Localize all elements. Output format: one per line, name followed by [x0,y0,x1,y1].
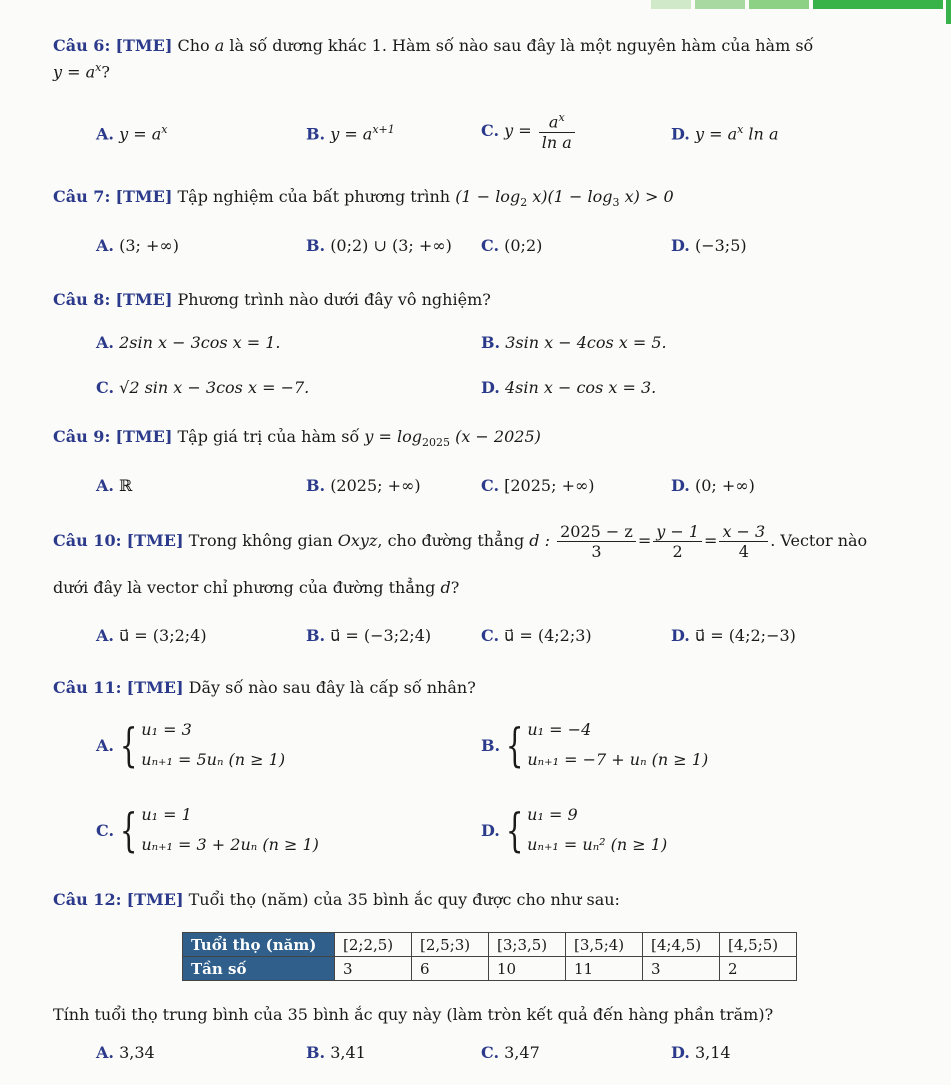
option-b[interactable] [306,1043,366,1062]
question-tag: [TME] [115,427,173,446]
option-c[interactable]: C. { u₁ = 1 uₙ₊₁ = 3 + 2uₙ (n ≥ 1) [96,803,319,858]
option-text: u⃗ = (−3;2;4) [330,626,432,645]
option-label: D. [671,124,690,144]
option-label: B. [306,236,326,255]
table-cell: 6 [412,957,489,981]
option-a[interactable] [96,476,132,495]
table-cell: [3,5;4) [566,933,643,957]
option-exp: x+1 [372,123,395,136]
option-label: A. [96,333,114,352]
option-b[interactable] [306,123,395,143]
question-text: Cho [177,36,210,55]
option-text: (0;2) ∪ (3; +∞) [330,236,452,255]
option-c[interactable] [481,626,592,645]
question-number: Câu 12: [53,890,122,909]
option-text: (−3;5) [694,236,747,255]
math-expr: x)(1 − log [527,187,613,206]
option-a[interactable]: A. { u₁ = 3 uₙ₊₁ = 5uₙ (n ≥ 1) [96,718,286,773]
option-label: A. [96,236,114,255]
option-text: u⃗ = (4;2;−3) [694,626,796,645]
option-text: (2025; +∞) [330,476,421,495]
question-7 [53,185,921,211]
question-text: Tập giá trị của hàm số [177,427,360,446]
option-a[interactable] [96,1043,155,1062]
question-12 [53,888,921,913]
option-text: 3,34 [119,1043,155,1062]
option-d[interactable] [671,1043,731,1062]
frac-num: y − 1 [653,522,702,542]
option-b[interactable]: B. { u₁ = −4 uₙ₊₁ = −7 + uₙ (n ≥ 1) [481,718,709,773]
lifespan-table [182,932,797,981]
option-label: A. [96,735,114,755]
option-text: u⃗ = (3;2;4) [119,626,207,645]
question-mark: ? [450,578,460,597]
option-label: A. [96,626,114,645]
math-expr: (x − 2025) [449,427,541,446]
options-q12 [96,1043,916,1079]
math-expr: x) > 0 [619,187,674,206]
question-text: là số dương khác 1. Hàm số nào sau đây là một nguyên hàm của hàm số [229,36,814,55]
option-b[interactable] [306,236,452,255]
question-number: Câu 6: [53,36,111,55]
option-text: (0;2) [504,236,543,255]
options-q10 [96,626,916,662]
table-cell: [4,5;5) [720,933,797,957]
option-text: y = a [694,124,738,144]
option-label: D. [481,378,500,397]
math-expr: d : [529,531,550,551]
question-number: Câu 9: [53,427,111,446]
option-label: B. [481,333,501,352]
question-tag: [TME] [126,531,184,551]
math-expr: y = log [364,427,422,446]
option-label: C. [481,1043,500,1062]
option-label: B. [306,626,326,645]
option-label: A. [96,1043,114,1062]
option-label: C. [481,626,500,645]
question-text: , cho đường thẳng [377,531,525,551]
table-header-cell: Tuổi thọ (năm) [183,933,335,957]
question-number: Câu 11: [53,678,122,697]
option-label: D. [671,626,690,645]
question-text: Dãy số nào sau đây là cấp số nhân? [188,678,476,697]
option-d[interactable]: D. { u₁ = 9 uₙ₊₁ = uₙ² (n ≥ 1) [481,803,668,858]
frac-den: ln a [541,132,572,152]
frac-den: 4 [738,542,749,562]
math-expr: Oxyz [337,531,378,551]
question-10: Câu 10: [TME] Trong không gian Oxyz, cho đường thẳng d : $\frac{2025 - z}{3}$ = $\frac{y - 1}{2}$ = $\frac{x - 3}{4}$ . Vector nào [53,522,868,562]
question-number: Câu 10: [53,531,122,551]
question-11 [53,676,921,701]
question-6 [53,34,921,85]
option-label: B. [306,124,326,144]
question-tag: [TME] [115,187,173,206]
table-cell: 3 [335,957,412,981]
question-text: Trong không gian [188,531,333,551]
option-d[interactable] [671,626,796,645]
question-text: . Vector nào [770,531,868,551]
frac-den: 3 [591,542,602,562]
option-text: y = [504,120,532,140]
math-sub: 3 [612,196,620,210]
header-decoration [651,0,951,9]
option-label: D. [671,236,690,255]
option-label: C. [481,120,500,140]
question-mark: ? [101,62,110,82]
options-q11-row2 [96,800,916,866]
frac-num: a [548,112,559,132]
question-text: Tuổi thọ (năm) của 35 bình ắc quy được cho như sau: [188,890,620,909]
system-line: u₁ = 1 [141,805,192,824]
option-c[interactable] [481,236,542,255]
option-label: B. [306,1043,326,1062]
system-line: u₁ = 3 [141,720,192,739]
question-number: Câu 7: [53,187,111,206]
option-text: √2 sin x − 3cos x = −7. [119,378,310,397]
table-row [183,957,797,981]
options-q7 [96,236,916,272]
math-expr: (1 − log [455,187,521,206]
math-expr: y = a [53,62,96,82]
fraction [653,522,702,561]
options-q8-row1 [96,333,916,369]
question-tag: [TME] [126,890,184,909]
math-var: a [214,36,225,55]
question-tag: [TME] [126,678,184,697]
options-q6 [96,111,916,159]
system-line: uₙ₊₁ = 5uₙ (n ≥ 1) [141,750,286,770]
table-cell: [4;4,5) [643,933,720,957]
option-label: D. [671,1043,690,1062]
table-cell: [2;2,5) [335,933,412,957]
question-10-line2 [53,576,921,601]
frac-num: 2025 − z [557,522,636,542]
frac-num: x − 3 [719,522,768,542]
option-text: ℝ [119,476,133,495]
system-line: u₁ = −4 [527,720,592,739]
question-text: Phương trình nào dưới đây vô nghiệm? [177,290,491,309]
option-label: C. [481,236,500,255]
option-label: D. [671,476,690,495]
math-sub: 2025 [421,436,450,450]
system-line: u₁ = 9 [527,805,578,824]
option-text: (0; +∞) [694,476,755,495]
option-label: A. [96,476,114,495]
option-b[interactable] [481,333,667,352]
option-label: B. [306,476,326,495]
question-tag: [TME] [115,290,173,309]
options-q9 [96,476,916,512]
question-tag: [TME] [115,36,173,55]
question-text: Tập nghiệm của bất phương trình [177,187,451,206]
system-line: uₙ₊₁ = −7 + uₙ (n ≥ 1) [527,750,709,770]
table-cell: [3;3,5) [489,933,566,957]
option-text: y = a [119,124,162,144]
option-label: C. [96,378,115,397]
option-text: y = a [330,124,373,144]
option-label: A. [96,124,114,144]
fraction [719,522,768,561]
option-d[interactable] [671,476,755,495]
option-a[interactable] [96,333,281,352]
frac-exp: x [558,111,565,124]
math-sub: 2 [520,196,528,210]
option-b[interactable] [306,476,421,495]
table-cell: [2,5;3) [412,933,489,957]
option-d[interactable] [671,123,778,143]
fraction [539,111,575,152]
system-line: uₙ₊₁ = 3 + 2uₙ (n ≥ 1) [141,835,319,855]
table-cell: 2 [720,957,797,981]
question-8 [53,288,921,313]
math-exp: x [95,60,102,74]
option-label: D. [481,820,500,840]
option-c[interactable] [481,476,595,495]
option-a[interactable] [96,236,179,255]
question-9 [53,425,921,451]
question-12-ask [53,1003,921,1028]
option-d[interactable] [481,378,656,397]
frac-den: 2 [672,542,683,562]
table-cell: 11 [566,957,643,981]
options-q8-row2 [96,378,916,414]
table-cell: 10 [489,957,566,981]
option-c[interactable] [96,378,309,397]
option-label: C. [481,476,500,495]
option-text: [2025; +∞) [504,476,595,495]
option-d[interactable] [671,236,747,255]
options-q11-row1 [96,715,916,781]
page-edge-strip [946,0,951,24]
system-line: uₙ₊₁ = uₙ² (n ≥ 1) [527,835,668,855]
option-label: B. [481,735,501,755]
option-text: 3,41 [330,1043,366,1062]
option-c[interactable] [481,1043,540,1062]
option-tail: ln a [743,124,779,144]
question-text: Tính tuổi thọ trung bình của 35 bình ắc quy này (làm tròn kết quả đến hàng phần trăm)? [53,1005,774,1024]
table-cell: 3 [643,957,720,981]
option-a[interactable] [96,626,207,645]
option-text: 4sin x − cos x = 3. [504,378,657,397]
fraction [557,522,636,561]
option-text: 3,14 [694,1043,731,1062]
table-row [183,933,797,957]
option-exp: x [737,123,744,136]
table-header-cell: Tần số [183,957,335,981]
math-var: d [440,578,451,597]
option-c[interactable] [481,111,577,152]
option-text: (3; +∞) [119,236,179,255]
option-a[interactable] [96,123,167,143]
option-exp: x [161,123,168,136]
option-b[interactable] [306,626,431,645]
option-text: 3sin x − 4cos x = 5. [505,333,667,352]
option-text: u⃗ = (4;2;3) [504,626,592,645]
question-number: Câu 8: [53,290,111,309]
question-text: dưới đây là vector chỉ phương của đường thẳng [53,578,436,597]
option-text: 2sin x − 3cos x = 1. [119,333,281,352]
option-text: 3,47 [504,1043,540,1062]
option-label: C. [96,820,115,840]
